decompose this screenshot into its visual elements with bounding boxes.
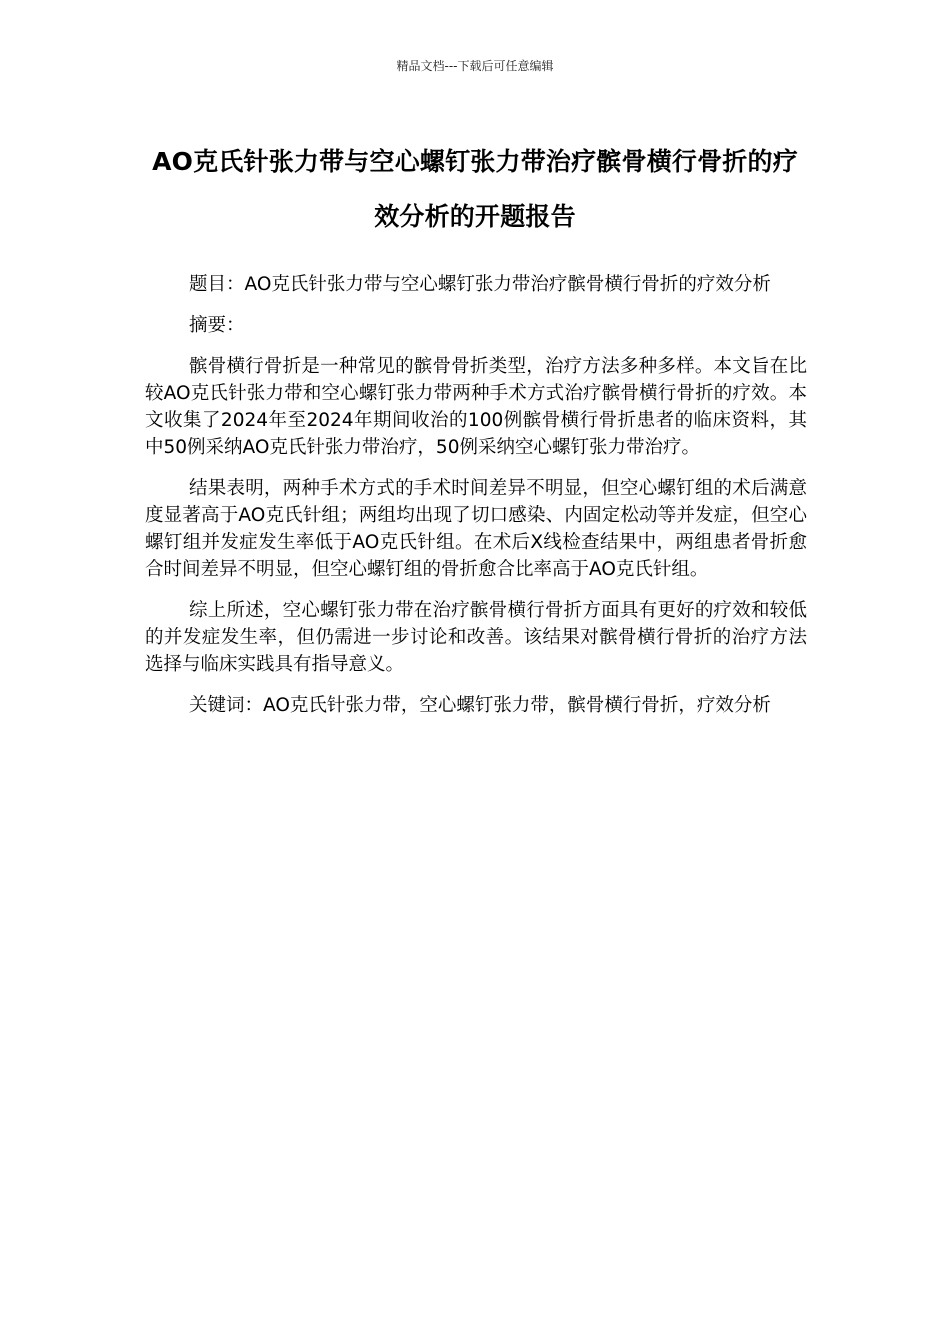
document-title: AO克氏针张力带与空心螺钉张力带治疗髌骨横行骨折的疗效分析的开题报告 (152, 147, 798, 231)
abstract-paragraph-conclusion: 综上所述，空心螺钉张力带在治疗髌骨横行骨折方面具有更好的疗效和较低的并发症发生率，但仍需进一步讨论和改善。该结果对髌骨横行骨折的治疗方法选择与临床实践具有指导意义。 (145, 600, 807, 675)
abstract-paragraph-results: 结果表明，两种手术方式的手术时间差异不明显，但空心螺钉组的术后满意度显著高于AO克氏针组；两组均出现了切口感染、内固定松动等并发症，但空心螺钉组并发症发生率低于AO克氏针组。在术后X线检查结果中，两组患者骨折愈合时间差异不明显，但空心螺钉组的骨折愈合比率高于AO克氏针组。 (145, 478, 807, 580)
abstract-paragraph-intro: 髌骨横行骨折是一种常见的髌骨骨折类型，治疗方法多种多样。本文旨在比较AO克氏针张力带和空心螺钉张力带两种手术方式治疗髌骨横行骨折的疗效。本文收集了2024年至2024年期间收治的100例髌骨横行骨折患者的临床资料，其中50例采纳AO克氏针张力带治疗，50例采纳空心螺钉张力带治疗。 (145, 356, 807, 458)
keywords-paragraph: 关键词：AO克氏针张力带，空心螺钉张力带，髌骨横行骨折，疗效分析 (189, 695, 771, 716)
abstract-heading: 摘要： (189, 315, 245, 336)
header-note: 精品文档---下载后可任意编辑 (396, 59, 554, 73)
document-body (145, 271, 807, 733)
topic-paragraph: 题目：AO克氏针张力带与空心螺钉张力带治疗髌骨横行骨折的疗效分析 (189, 274, 771, 295)
